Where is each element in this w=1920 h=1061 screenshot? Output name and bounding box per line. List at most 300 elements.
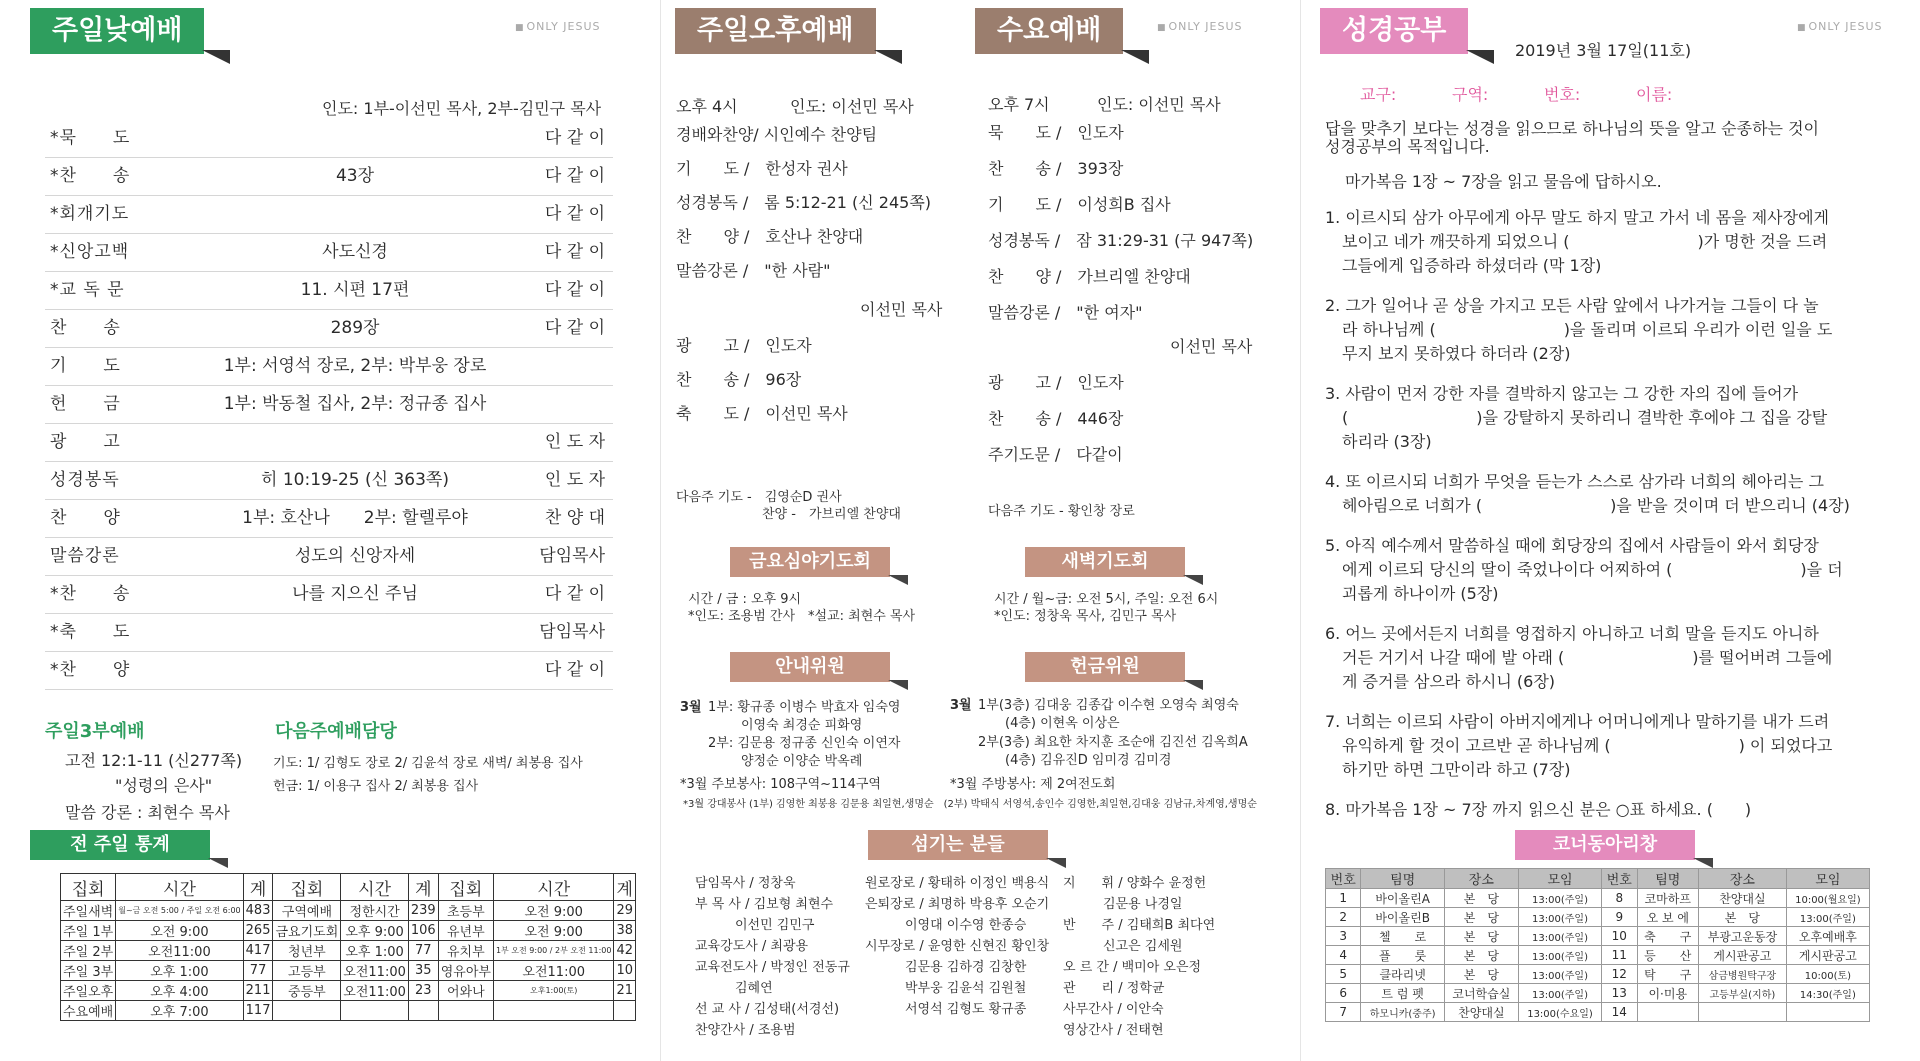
sunday-service-header: 주일낮예배 (30, 8, 204, 54)
servant-line: 영상간사 / 전태현 (1063, 1023, 1164, 1038)
club-cell (1637, 1003, 1698, 1022)
stats-cell (614, 1001, 636, 1021)
bible-study-intro: 답을 맞추기 보다는 성경을 읽으므로 하나님의 뜻을 알고 순종하는 것이 (1325, 119, 1819, 138)
bible-study-field: 이름: (1636, 85, 1673, 104)
club-cell: 14:30(주일) (1786, 984, 1869, 1003)
order-row (45, 500, 613, 538)
club-cell: 9 (1602, 908, 1637, 927)
stats-cell: 오전 9:00 (116, 921, 243, 941)
club-cell: 본 당 (1444, 946, 1518, 965)
club-cell: 게시판공고 (1786, 946, 1869, 965)
friday-prayer-line: 시간 / 금 : 오후 9시 (688, 592, 802, 607)
order-row (45, 272, 613, 310)
stats-cell: 오후1:00(토) (493, 981, 614, 1001)
club-header: 모임 (1518, 869, 1601, 889)
club-cell: 11 (1602, 946, 1637, 965)
order-row (45, 234, 613, 272)
order-content: 히 10:19-25 (신 363쪽) (261, 470, 449, 490)
stats-cell: 유치부 (438, 941, 493, 961)
stats-cell (438, 1001, 493, 1021)
stats-row (61, 921, 636, 941)
club-cell (1786, 1003, 1869, 1022)
servant-line: 담임목사 / 정창욱 (695, 876, 796, 891)
stats-cell: 77 (408, 941, 438, 961)
club-cell: 10 (1602, 927, 1637, 946)
stats-cell: 417 (243, 941, 273, 961)
club-cell: 13:00(주일) (1518, 889, 1601, 908)
ushers-line: 1부: 황규종 이병수 박효자 임숙영 (708, 700, 901, 715)
servant-line: 선 교 사 / 김성태(서경선) (695, 1002, 840, 1017)
wednesday-order-item: 주기도문 / 다같이 (988, 445, 1123, 464)
question-line: 3. 사람이 먼저 강한 자를 결박하지 않고는 그 강한 자의 집에 들어가 (1325, 384, 1799, 403)
order-leader: 다 같 이 (544, 660, 605, 680)
stats-cell: 오후 9:00 (341, 921, 409, 941)
question-line: 6. 어느 곳에서든지 너희를 영접하지 아니하고 너희 말을 듣지도 아니하 (1325, 624, 1819, 643)
wednesday-order-item: 성경봉독 / 잠 31:29-31 (구 947쪽) (988, 231, 1254, 250)
stats-cell: 오전11:00 (493, 961, 614, 981)
wednesday-next: 다음주 기도 - 황인창 장로 (988, 504, 1135, 519)
order-leader: 찬 양 대 (544, 508, 605, 528)
stats-cell: 정한시간 (341, 901, 409, 921)
stats-header: 시간 (493, 874, 614, 901)
stats-cell: 오후 4:00 (116, 981, 243, 1001)
order-row (45, 196, 613, 234)
afternoon-service-header: 주일오후예배 (675, 8, 876, 54)
order-label: 기 도 (50, 356, 121, 376)
order-leader: 다 같 이 (544, 204, 605, 224)
order-content: 289장 (330, 318, 380, 338)
servant-line: 김문용 나경일 (1103, 897, 1183, 912)
afternoon-order-item: 경배와찬양/ 시인예수 찬양팀 (676, 125, 878, 144)
servant-line: 지 휘 / 양화수 윤정헌 (1063, 876, 1207, 891)
club-cell: 3 (1326, 927, 1361, 946)
stats-cell: 77 (243, 961, 273, 981)
offering-banner: 헌금위원 (1025, 652, 1185, 682)
wednesday-order-item: 찬 양 / 가브리엘 찬양대 (988, 267, 1191, 286)
stats-cell: 중등부 (273, 981, 341, 1001)
servant-line: 반 주 / 김태희B 최다연 (1063, 918, 1216, 933)
stats-cell: 주일새벽 (61, 901, 116, 921)
club-header: 팀명 (1637, 869, 1698, 889)
afternoon-next: 다음주 기도 - 김영순D 권사 (676, 490, 842, 505)
question-line: 8. 마가복음 1장 ~ 7장 까지 읽으신 분은 ○표 하세요. ( ) (1325, 800, 1752, 819)
stats-cell: 211 (243, 981, 273, 1001)
club-cell: 찬양대실 (1699, 889, 1787, 908)
stats-cell: 10 (614, 961, 636, 981)
stats-cell: 117 (243, 1001, 273, 1021)
order-label: *신앙고백 (50, 242, 130, 262)
stats-cell: 오전11:00 (116, 941, 243, 961)
stats-cell: 주일 1부 (61, 921, 116, 941)
stats-row (61, 961, 636, 981)
club-header: 모임 (1786, 869, 1869, 889)
stats-cell: 오전11:00 (341, 961, 409, 981)
stats-cell: 구역예배 (273, 901, 341, 921)
bible-study-field: 교구: (1360, 85, 1397, 104)
club-cell: 본 당 (1444, 908, 1518, 927)
ushers-line: 2부: 김문용 정규종 신인숙 이연자 (708, 736, 901, 751)
wednesday-service-header: 수요예배 (975, 8, 1123, 54)
order-label: 성경봉독 (50, 470, 120, 490)
stats-header: 계 (408, 874, 438, 901)
club-cell: 등 산 (1637, 946, 1698, 965)
club-row (1326, 946, 1870, 965)
order-leader: 담임목사 (539, 622, 605, 642)
question-line: 괴롭게 하나이까 (5장) (1342, 584, 1499, 603)
afternoon-next: 찬양 - 가브리엘 찬양대 (762, 507, 901, 522)
stats-cell (341, 1001, 409, 1021)
club-cell: 본 당 (1444, 927, 1518, 946)
offering-month: 3월 (950, 698, 972, 713)
club-row (1326, 889, 1870, 908)
order-content: 1부: 서영석 장로, 2부: 박부웅 장로 (223, 356, 487, 376)
servant-line: 이영대 이수영 한종승 (905, 918, 1027, 933)
stats-cell: 월~금 오전 5:00 / 주일 오전 6:00 (116, 901, 243, 921)
club-cell: 13:00(주일) (1518, 946, 1601, 965)
club-cell: 10:00(토) (1786, 965, 1869, 984)
order-label: 찬 양 (50, 508, 121, 528)
club-cell: 4 (1326, 946, 1361, 965)
afternoon-order-item: 축 도 / 이선민 목사 (676, 404, 848, 423)
club-cell: 본 당 (1699, 908, 1787, 927)
podium-service-note: *3월 강대봉사 (1부) 김영한 최봉용 김문용 최일현,생명순 (2부) 박태식 서영석,송인수 김영한,최일현,김대웅 김남규,차계영,생명순 (683, 799, 1257, 810)
servant-line: 김문용 김하경 김창한 (905, 960, 1027, 975)
club-cell: 코너학습실 (1444, 984, 1518, 1003)
order-row (45, 576, 613, 614)
stats-cell: 오후 1:00 (341, 941, 409, 961)
third-service-line: 말씀 강론 : 최현수 목사 (65, 803, 230, 822)
order-row (45, 652, 613, 690)
dawn-prayer-line: 시간 / 월~금: 오전 5시, 주일: 오전 6시 (994, 592, 1219, 607)
club-cell: 바이올린B (1361, 908, 1444, 927)
third-service-title: 주일3부예배 (45, 721, 145, 742)
order-row (45, 386, 613, 424)
stats-cell: 483 (243, 901, 273, 921)
dawn-prayer-line: *인도: 정창욱 목사, 김민구 목사 (994, 609, 1177, 624)
club-cell: 부광고운동장 (1699, 927, 1787, 946)
order-row (45, 348, 613, 386)
ushers-banner: 안내위원 (730, 652, 890, 682)
order-leader: 다 같 이 (544, 242, 605, 262)
club-cell: 13:00(주일) (1518, 965, 1601, 984)
offering-line: 2부(3층) 최요한 차지훈 조순애 김진선 김옥희A (978, 735, 1248, 750)
stats-row (61, 981, 636, 1001)
order-leader: 다 같 이 (544, 128, 605, 148)
question-line: 에게 이르되 당신의 딸이 죽었나이다 어찌하여 ( )을 더 (1342, 560, 1843, 579)
stats-cell: 오전 9:00 (493, 921, 614, 941)
order-label: *회개기도 (50, 204, 130, 224)
club-cell: 축 구 (1637, 927, 1698, 946)
club-row (1326, 1003, 1870, 1022)
question-line: 1. 이르시되 삼가 아무에게 아무 말도 하지 말고 가서 네 몸을 제사장에게 (1325, 208, 1829, 227)
order-content: 11. 시편 17편 (300, 280, 410, 300)
servant-line: 원로장로 / 황태하 이정인 백용식 (865, 876, 1050, 891)
stats-header: 집회 (438, 874, 493, 901)
club-cell: 14 (1602, 1003, 1637, 1022)
stats-banner: 전 주일 통계 (30, 830, 210, 860)
afternoon-leader: 인도: 이선민 목사 (790, 97, 914, 116)
order-row (45, 614, 613, 652)
stats-cell: 금요기도회 (273, 921, 341, 941)
stats-header: 계 (614, 874, 636, 901)
club-cell: 찬양대실 (1444, 1003, 1518, 1022)
order-content: 1부: 호산나 2부: 할렐루야 (242, 508, 468, 528)
afternoon-order-item: 기 도 / 한성자 권사 (676, 159, 848, 178)
order-row (45, 158, 613, 196)
servant-line: 부 목 사 / 김보형 최현수 (695, 897, 834, 912)
order-row (45, 120, 613, 158)
servant-line: 오 르 간 / 백미아 오은정 (1063, 960, 1202, 975)
stats-row (61, 901, 636, 921)
order-label: *묵 도 (50, 128, 131, 148)
club-cell: 이·미용 (1637, 984, 1698, 1003)
ushers-note: *3월 주보봉사: 108구역~114구역 (680, 777, 881, 792)
club-cell (1699, 1003, 1787, 1022)
question-line: 보이고 네가 깨끗하게 되었으니 ( )가 명한 것을 드려 (1342, 232, 1828, 251)
order-label: 찬 송 (50, 318, 121, 338)
stats-cell: 오후 1:00 (116, 961, 243, 981)
wednesday-order-item: 광 고 / 인도자 (988, 373, 1124, 392)
friday-prayer-banner: 금요심야기도회 (730, 547, 890, 577)
offering-line: (4층) 김유진D 임미경 김미경 (1005, 753, 1172, 768)
club-row (1326, 984, 1870, 1003)
wednesday-time: 오후 7시 (988, 95, 1050, 114)
club-header: 번호 (1602, 869, 1637, 889)
stats-cell: 수요예배 (61, 1001, 116, 1021)
order-leader: 다 같 이 (544, 166, 605, 186)
club-cell: 본 당 (1444, 965, 1518, 984)
club-cell: 2 (1326, 908, 1361, 927)
club-header: 팀명 (1361, 869, 1444, 889)
afternoon-order-item: 광 고 / 인도자 (676, 336, 812, 355)
servant-line: 시무장로 / 윤영한 신현진 황인창 (865, 939, 1050, 954)
question-line: ( )을 강탈하지 못하리니 결박한 후에야 그 집을 강탈 (1342, 408, 1828, 427)
club-cell: 트 럼 펫 (1361, 984, 1444, 1003)
afternoon-order-item: 찬 양 / 호산나 찬양대 (676, 227, 864, 246)
servant-line: 이선민 김민구 (735, 918, 815, 933)
stats-header: 시간 (341, 874, 409, 901)
afternoon-order-item: 성경봉독 / 롬 5:12-21 (신 245쪽) (676, 193, 932, 212)
club-row (1326, 927, 1870, 946)
stats-header: 집회 (61, 874, 116, 901)
club-header: 장소 (1699, 869, 1787, 889)
question-line: 무지 보지 못하였다 하더라 (2장) (1342, 344, 1571, 363)
club-row (1326, 965, 1870, 984)
club-header: 장소 (1444, 869, 1518, 889)
only-jesus-tag: ■ ONLY JESUS (1157, 20, 1243, 33)
wednesday-preacher: 이선민 목사 (1170, 337, 1253, 356)
question-line: 2. 그가 일어나 곧 상을 가지고 모든 사람 앞에서 나가거늘 그들이 다 놀 (1325, 296, 1819, 315)
order-label: *찬 양 (50, 660, 131, 680)
order-leader: 담임목사 (539, 546, 605, 566)
question-line: 헤아림으로 너희가 ( )을 받을 것이며 더 받으리니 (4장) (1342, 496, 1850, 515)
servant-line: 은퇴장로 / 최명하 박용후 오순기 (865, 897, 1050, 912)
club-cell: 8 (1602, 889, 1637, 908)
wednesday-order-item: 묵 도 / 인도자 (988, 123, 1124, 142)
offering-line: (4층) 이현옥 이상은 (1005, 716, 1120, 731)
stats-cell: 오전11:00 (341, 981, 409, 1001)
servant-line: 신고은 김세원 (1103, 939, 1183, 954)
question-line: 유익하게 할 것이 고르반 곧 하나님께 ( ) 이 되었다고 (1342, 736, 1833, 755)
club-cell: 바이올린A (1361, 889, 1444, 908)
club-cell: 13:00(주일) (1786, 908, 1869, 927)
club-cell: 6 (1326, 984, 1361, 1003)
question-line: 그들에게 입증하라 하셨더라 (막 1장) (1342, 256, 1602, 275)
club-cell: 오후예배후 (1786, 927, 1869, 946)
friday-prayer-line: *인도: 조용범 간사 *설교: 최현수 목사 (688, 609, 916, 624)
bible-study-header: 성경공부 (1320, 8, 1468, 54)
stats-cell: 초등부 (438, 901, 493, 921)
next-week-line: 기도: 1/ 김형도 장로 2/ 김윤석 장로 새벽/ 최봉용 집사 (273, 756, 583, 771)
question-line: 하리라 (3장) (1342, 432, 1432, 451)
stats-cell: 21 (614, 981, 636, 1001)
stats-cell: 주일 2부 (61, 941, 116, 961)
question-line: 하기만 하면 그만이라 하고 (7장) (1342, 760, 1571, 779)
order-label: 광 고 (50, 432, 121, 452)
servant-line: 서영석 김형도 황규종 (905, 1002, 1027, 1017)
next-week-title: 다음주예배담당 (275, 721, 397, 742)
servant-line: 김혜연 (735, 981, 773, 996)
club-cell: 13:00(주일) (1518, 927, 1601, 946)
servant-line: 박부웅 김윤석 김원철 (905, 981, 1027, 996)
afternoon-order-item: 찬 송 / 96장 (676, 370, 802, 389)
offering-line: 1부(3층) 김대웅 김종갑 이수현 오영숙 최영숙 (978, 698, 1239, 713)
order-row (45, 538, 613, 576)
bible-study-date: 2019년 3월 17일(11호) (1515, 41, 1692, 60)
stats-cell: 유년부 (438, 921, 493, 941)
servant-line: 사무간사 / 이안숙 (1063, 1002, 1164, 1017)
club-table (1325, 868, 1870, 1022)
question-line: 7. 너희는 이르되 사람이 아버지에게나 어머니에게나 말하기를 내가 드려 (1325, 712, 1830, 731)
wednesday-order-item: 찬 송 / 446장 (988, 409, 1124, 428)
column-divider (1300, 0, 1301, 1061)
stats-cell: 42 (614, 941, 636, 961)
order-label: *축 도 (50, 622, 131, 642)
stats-cell: 29 (614, 901, 636, 921)
stats-cell: 영유아부 (438, 961, 493, 981)
club-header: 번호 (1326, 869, 1361, 889)
ushers-month: 3월 (680, 700, 702, 715)
question-line: 게 증거를 삼으라 하시니 (6장) (1342, 672, 1556, 691)
order-label: *찬 송 (50, 166, 131, 186)
club-cell: 탁 구 (1637, 965, 1698, 984)
club-cell: 1 (1326, 889, 1361, 908)
club-row (1326, 908, 1870, 927)
order-content: 나를 지으신 주님 (292, 584, 418, 604)
only-jesus-tag: ■ ONLY JESUS (515, 20, 601, 33)
order-row (45, 462, 613, 500)
stats-table (60, 873, 636, 1021)
stats-cell (408, 1001, 438, 1021)
stats-cell: 어와나 (438, 981, 493, 1001)
order-content: 1부: 박동철 집사, 2부: 정규종 집사 (223, 394, 487, 414)
wednesday-order-item: 찬 송 / 393장 (988, 159, 1124, 178)
stats-cell: 239 (408, 901, 438, 921)
order-label: 말씀강론 (50, 546, 120, 566)
stats-header: 시간 (116, 874, 243, 901)
club-cell: 코마하프 (1637, 889, 1698, 908)
order-row (45, 424, 613, 462)
order-label: *교 독 문 (50, 280, 125, 300)
order-content: 사도신경 (322, 242, 388, 262)
order-leader: 인 도 자 (544, 432, 605, 452)
wednesday-order-item: 기 도 / 이성희B 집사 (988, 195, 1171, 214)
club-cell: 플 룻 (1361, 946, 1444, 965)
club-cell: 첼 로 (1361, 927, 1444, 946)
stats-cell: 106 (408, 921, 438, 941)
club-cell: 오 보 에 (1637, 908, 1698, 927)
stats-cell: 청년부 (273, 941, 341, 961)
club-cell: 삼금병원탁구장 (1699, 965, 1787, 984)
question-line: 5. 아직 예수께서 말씀하실 때에 회당장의 집에서 사람들이 와서 회당장 (1325, 536, 1819, 555)
stats-row (61, 941, 636, 961)
club-cell: 13:00(주일) (1518, 908, 1601, 927)
next-week-line: 헌금: 1/ 이용구 집사 2/ 최봉용 집사 (273, 779, 479, 794)
wednesday-order-item: 말씀강론 / "한 여자" (988, 303, 1143, 322)
bible-study-intro: 성경공부의 목적입니다. (1325, 137, 1490, 156)
question-line: 라 하나님께 ( )을 돌리며 이르되 우리가 이런 일을 도 (1342, 320, 1833, 339)
club-cell: 10:00(월요일) (1786, 889, 1869, 908)
stats-header: 집회 (273, 874, 341, 901)
servants-banner: 섬기는 분들 (868, 830, 1048, 860)
club-cell: 본 당 (1444, 889, 1518, 908)
stats-cell: 주일 3부 (61, 961, 116, 981)
stats-cell: 35 (408, 961, 438, 981)
club-cell: 하모니카(중주) (1361, 1003, 1444, 1022)
order-leader: 다 같 이 (544, 280, 605, 300)
order-leader: 인 도 자 (544, 470, 605, 490)
order-content: 43장 (335, 166, 375, 186)
sunday-leader-line: 인도: 1부-이선민 목사, 2부-김민구 목사 (322, 99, 602, 118)
only-jesus-tag: ■ ONLY JESUS (1797, 20, 1883, 33)
question-line: 4. 또 이르시되 너희가 무엇을 듣는가 스스로 삼가라 너희의 헤아리는 그 (1325, 472, 1824, 491)
servant-line: 관 리 / 정학균 (1063, 981, 1165, 996)
third-service-line: "성령의 은사" (115, 776, 213, 795)
stats-header: 계 (243, 874, 273, 901)
bible-study-field: 번호: (1544, 85, 1581, 104)
club-cell: 5 (1326, 965, 1361, 984)
club-cell: 클라리넷 (1361, 965, 1444, 984)
wednesday-leader: 인도: 이선민 목사 (1097, 95, 1221, 114)
stats-cell: 고등부 (273, 961, 341, 981)
order-label: 헌 금 (50, 394, 121, 414)
ushers-line: 양정순 이양순 박옥례 (741, 754, 863, 769)
afternoon-order-item: 말씀강론 / "한 사람" (676, 261, 831, 280)
servant-line: 교육강도사 / 최광용 (695, 939, 809, 954)
order-leader: 다 같 이 (544, 318, 605, 338)
afternoon-time: 오후 4시 (676, 97, 738, 116)
offering-note: *3월 주방봉사: 제 2여전도회 (950, 777, 1116, 792)
column-divider (660, 0, 661, 1061)
question-line: 거든 거기서 나갈 때에 발 아래 ( )를 떨어버려 그들에 (1342, 648, 1833, 667)
club-cell: 7 (1326, 1003, 1361, 1022)
stats-cell: 주일오후 (61, 981, 116, 1001)
bible-study-instruction: 마가복음 1장 ~ 7장을 읽고 물음에 답하시오. (1345, 172, 1662, 191)
bible-study-field: 구역: (1452, 85, 1489, 104)
afternoon-preacher: 이선민 목사 (860, 300, 943, 319)
stats-cell: 오후 7:00 (116, 1001, 243, 1021)
dawn-prayer-banner: 새벽기도회 (1025, 547, 1185, 577)
club-cell: 12 (1602, 965, 1637, 984)
stats-cell: 1부 오전 9:00 / 2부 오전 11:00 (493, 941, 614, 961)
order-label: *찬 송 (50, 584, 131, 604)
stats-row (61, 1001, 636, 1021)
club-cell: 13 (1602, 984, 1637, 1003)
servant-line: 교육전도사 / 박정인 전동규 (695, 960, 850, 975)
third-service-line: 고전 12:1-11 (신277쪽) (65, 751, 243, 770)
club-cell: 13:00(주일) (1518, 984, 1601, 1003)
order-leader: 다 같 이 (544, 584, 605, 604)
